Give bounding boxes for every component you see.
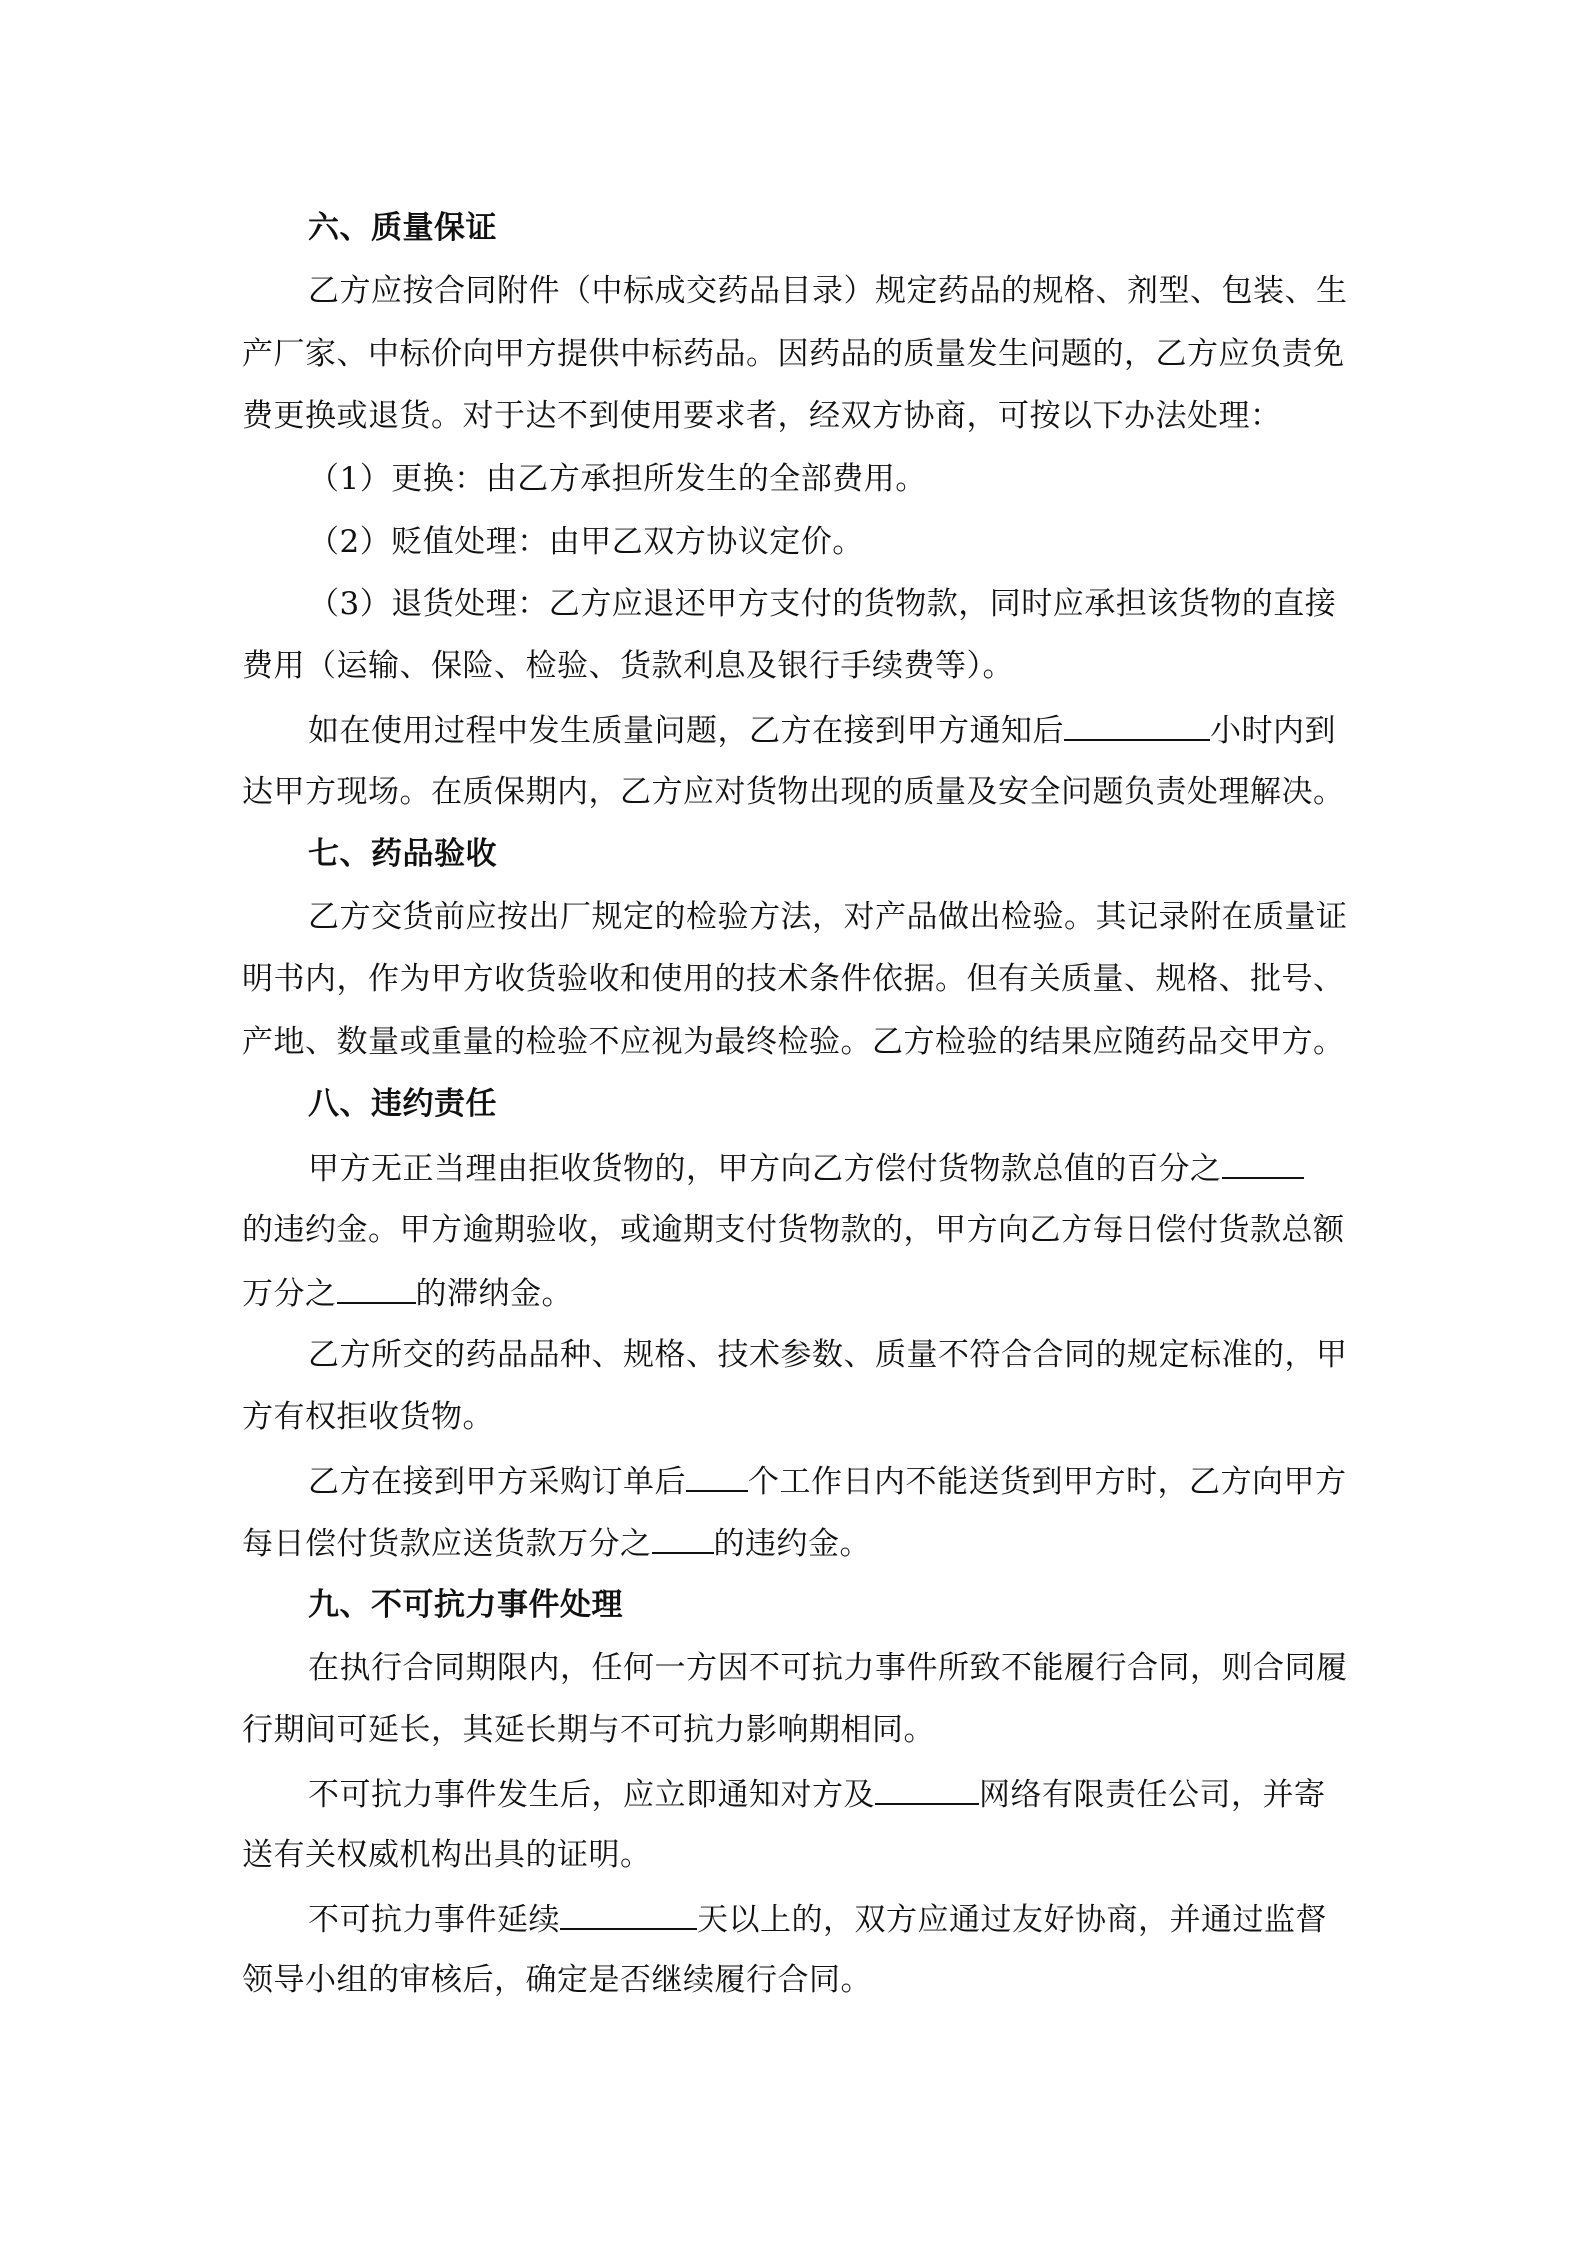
text-segment: 天以上的，双方应通过友好协商，并通过监督 bbox=[697, 1902, 1327, 1938]
fill-in-blank-percent[interactable] bbox=[1222, 1147, 1304, 1179]
text-segment: 甲方无正当理由拒收货物的，甲方向乙方偿付货物款总值的百分之 bbox=[308, 1151, 1222, 1187]
paragraph-line bbox=[242, 1272, 573, 1314]
paragraph-line bbox=[308, 1898, 1327, 1940]
paragraph-line bbox=[242, 1522, 871, 1564]
paragraph-line: 领导小组的审核后，确定是否继续履行合同。 bbox=[242, 1962, 872, 1998]
paragraph-line bbox=[308, 1460, 1347, 1502]
text-segment: 乙方在接到甲方采购订单后 bbox=[308, 1464, 686, 1500]
paragraph-line: 乙方交货前应按出厂规定的检验方法，对产品做出检验。其记录附在质量证 bbox=[308, 899, 1348, 935]
paragraph-line: 产地、数量或重量的检验不应视为最终检验。乙方检验的结果应随药品交甲方。 bbox=[242, 1024, 1345, 1060]
paragraph-line: 明书内，作为甲方收货验收和使用的技术条件依据。但有关质量、规格、批号、 bbox=[242, 961, 1345, 997]
fill-in-blank-company[interactable] bbox=[875, 1773, 979, 1805]
fill-in-blank-workdays[interactable] bbox=[686, 1460, 748, 1492]
text-segment: 万分之 bbox=[242, 1276, 337, 1312]
paragraph-line: 费更换或退货。对于达不到使用要求者，经双方协商，可按以下办法处理： bbox=[242, 398, 1282, 434]
section-heading: 六、质量保证 bbox=[308, 210, 497, 246]
section-heading: 七、药品验收 bbox=[308, 836, 497, 872]
fill-in-blank-late-fee[interactable] bbox=[337, 1272, 416, 1304]
paragraph-line: 乙方应按合同附件（中标成交药品目录）规定药品的规格、剂型、包装、生 bbox=[308, 273, 1348, 309]
list-item: （2）贬值处理：由甲乙双方协议定价。 bbox=[308, 524, 864, 560]
fill-in-blank-days[interactable] bbox=[560, 1898, 697, 1930]
paragraph-line: 送有关权威机构出具的证明。 bbox=[242, 1837, 652, 1873]
text-segment: 网络有限责任公司，并寄 bbox=[979, 1777, 1326, 1813]
text-segment: 的违约金。 bbox=[713, 1526, 871, 1562]
paragraph-line: 达甲方现场。在质保期内，乙方应对货物出现的质量及安全问题负责处理解决。 bbox=[242, 774, 1345, 810]
list-item: （1）更换：由乙方承担所发生的全部费用。 bbox=[308, 461, 927, 497]
paragraph-line: 行期间可延长，其延长期与不可抗力影响期相同。 bbox=[242, 1712, 935, 1748]
section-heading: 八、违约责任 bbox=[308, 1086, 497, 1122]
paragraph-line: 的违约金。甲方逾期验收，或逾期支付货物款的，甲方向乙方每日偿付货款总额 bbox=[242, 1212, 1345, 1248]
paragraph-line: 乙方所交的药品品种、规格、技术参数、质量不符合合同的规定标准的，甲 bbox=[308, 1337, 1348, 1373]
paragraph-line: 费用（运输、保险、检验、货款利息及银行手续费等）。 bbox=[242, 648, 1014, 684]
list-item: （3）退货处理：乙方应退还甲方支付的货物款，同时应承担该货物的直接 bbox=[308, 586, 1337, 622]
paragraph-line: 方有权拒收货物。 bbox=[242, 1399, 494, 1435]
text-segment: 如在使用过程中发生质量问题，乙方在接到甲方通知后 bbox=[308, 713, 1064, 749]
text-segment: 不可抗力事件延续 bbox=[308, 1902, 560, 1938]
text-segment: 小时内到 bbox=[1210, 713, 1336, 749]
paragraph-line bbox=[308, 1147, 1304, 1189]
text-segment: 的滞纳金。 bbox=[415, 1276, 573, 1312]
section-heading: 九、不可抗力事件处理 bbox=[308, 1587, 623, 1623]
paragraph-line bbox=[308, 1773, 1326, 1815]
text-segment: 每日偿付货款应送货款万分之 bbox=[242, 1526, 652, 1562]
paragraph-line: 在执行合同期限内，任何一方因不可抗力事件所致不能履行合同，则合同履 bbox=[308, 1650, 1348, 1686]
fill-in-blank-hours[interactable] bbox=[1064, 709, 1210, 741]
fill-in-blank-penalty[interactable] bbox=[652, 1522, 714, 1554]
text-segment: 不可抗力事件发生后，应立即通知对方及 bbox=[308, 1777, 875, 1813]
paragraph-line bbox=[308, 709, 1336, 751]
text-segment: 个工作日内不能送货到甲方时，乙方向甲方 bbox=[748, 1464, 1347, 1500]
paragraph-line: 产厂家、中标价向甲方提供中标药品。因药品的质量发生问题的，乙方应负责免 bbox=[242, 336, 1345, 372]
